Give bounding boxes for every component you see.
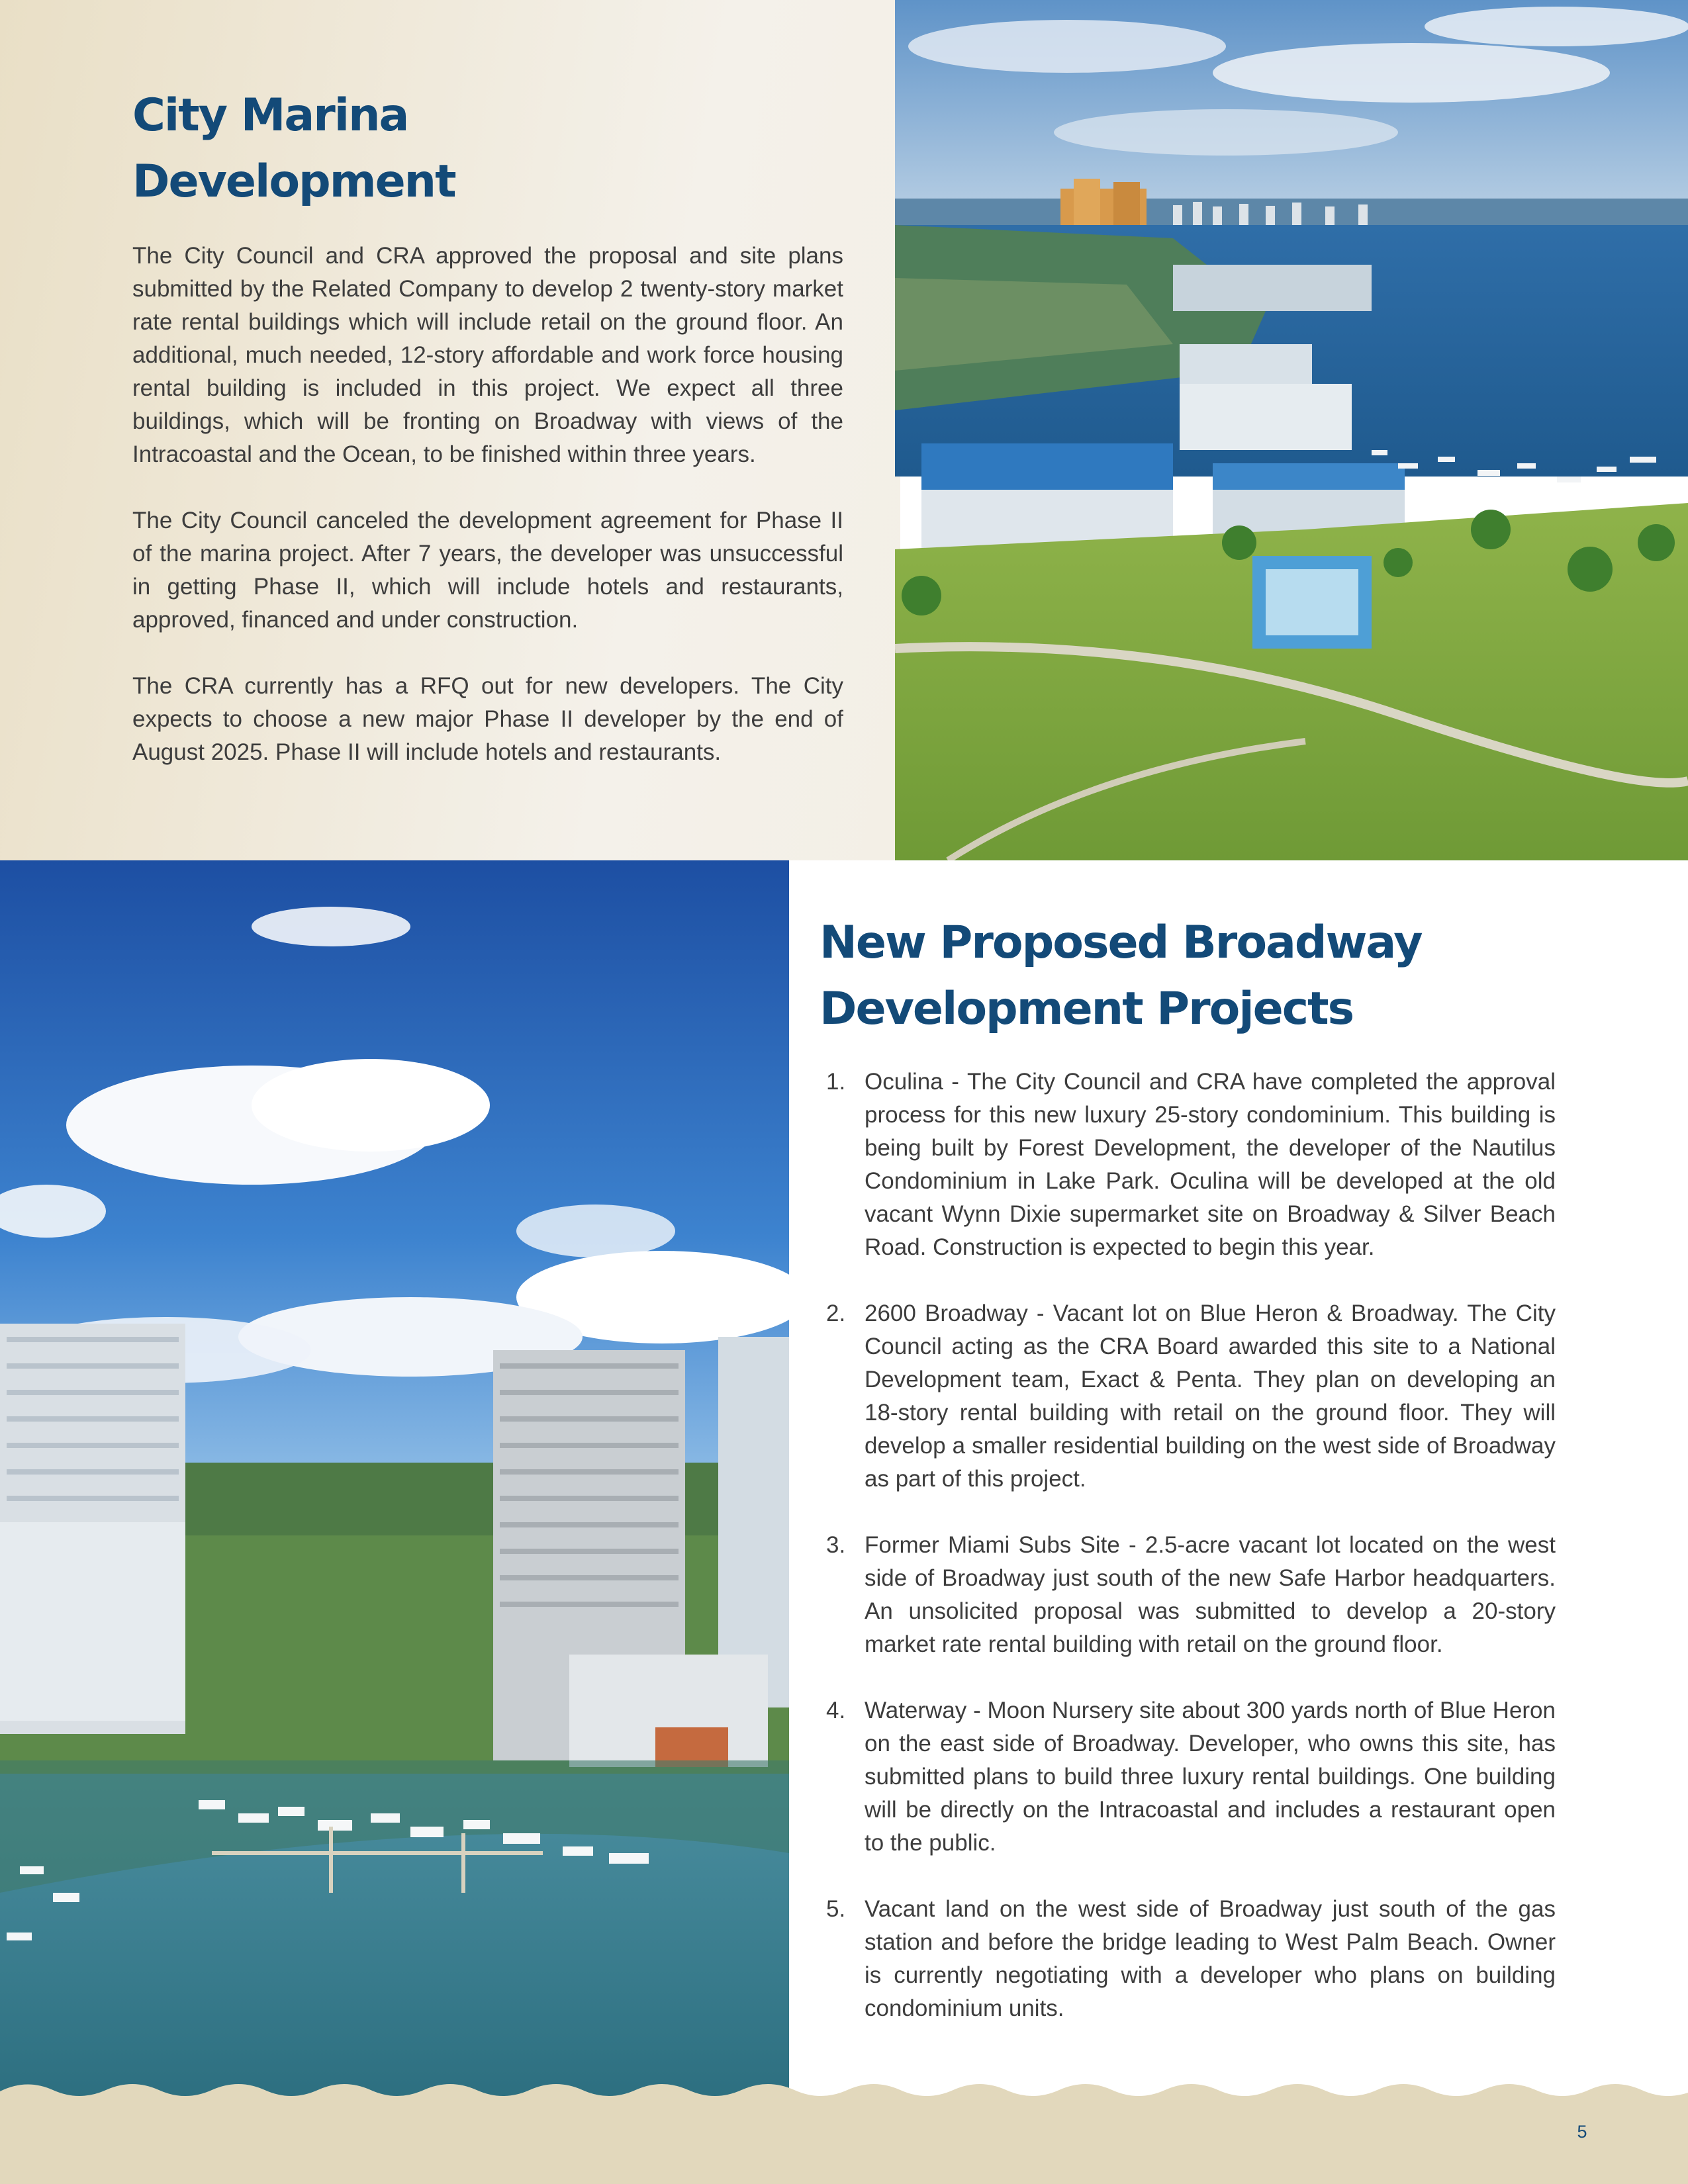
broadway-project-list bbox=[826, 1066, 1556, 2058]
broadway-heading-line1: New Proposed Broadway bbox=[820, 917, 1422, 969]
broadway-heading bbox=[820, 910, 1647, 1042]
marina-body bbox=[132, 240, 843, 802]
project-item bbox=[826, 1893, 1556, 2025]
broadway-rendering-photo bbox=[0, 860, 789, 2098]
marina-heading bbox=[132, 83, 794, 215]
marina-aerial-photo bbox=[895, 0, 1688, 860]
project-item bbox=[826, 1297, 1556, 1496]
broadway-heading-line2: Development Projects bbox=[820, 983, 1354, 1035]
project-number: 5. bbox=[826, 1896, 846, 1922]
project-description: Former Miami Subs Site - 2.5-acre vacant lot located on the west side of Broadway just south of the new Safe Harbor headquarters. An unsolicited proposal was submitted to develop a 20-story market rate rental building with retail on the ground floor. bbox=[865, 1532, 1556, 1657]
project-description: 2600 Broadway - Vacant lot on Blue Heron & Broadway. The City Council acting as the CRA Board awarded this site to a National Development team, Exact & Penta. They plan on developing an 18-story rental building with retail on the ground floor. They will develop a smaller residential building on the west side of Broadway as part of this project. bbox=[865, 1300, 1556, 1492]
project-number: 1. bbox=[826, 1069, 846, 1095]
project-number: 4. bbox=[826, 1698, 846, 1723]
project-item bbox=[826, 1529, 1556, 1661]
project-number: 2. bbox=[826, 1300, 846, 1326]
project-description: Waterway - Moon Nursery site about 300 yards north of Blue Heron on the east side of Broadway. Developer, who owns this site, has submitted plans to build three luxury rental buildings. One building will be directly on the Intracoastal and includes a restaurant open to the public. bbox=[865, 1698, 1556, 1856]
project-number: 3. bbox=[826, 1532, 846, 1558]
page-number: 5 bbox=[1577, 2122, 1587, 2142]
marina-paragraph: The CRA currently has a RFQ out for new developers. The City expects to choose a new major Phase II developer by the end of August 2025. Phase II will include hotels and restaurants. bbox=[132, 673, 843, 765]
project-description: Vacant land on the west side of Broadway just south of the gas station and before the bridge leading to West Palm Beach. Owner is currently negotiating with a developer who plans on building condominium units. bbox=[865, 1896, 1556, 2021]
footer-wave-band bbox=[0, 2078, 1688, 2184]
marina-paragraph: The City Council canceled the development agreement for Phase II of the marina project. After 7 years, the developer was unsuccessful in getting Phase II, which will include hotels and restaurants, approved, financed and under construction. bbox=[132, 508, 843, 633]
project-description: Oculina - The City Council and CRA have completed the approval process for this new luxury 25-story condominium. This building is being built by Forest Development, the developer of the Nautilus Condominium in Lake Park. Oculina will be developed at the old vacant Wynn Dixie supermarket site on Broadway & Silver Beach Road. Construction is expected to begin this year. bbox=[865, 1069, 1556, 1260]
project-item bbox=[826, 1694, 1556, 1860]
project-item bbox=[826, 1066, 1556, 1264]
marina-heading-line1: City Marina bbox=[132, 89, 408, 142]
marina-paragraph: The City Council and CRA approved the proposal and site plans submitted by the Related Company to develop 2 twenty-story market rate rental buildings which will include retail on the ground floor. An additional, much needed, 12-story affordable and work force housing rental building is included in this project. We expect all three buildings, which will be fronting on Broadway with views of the Intracoastal and the Ocean, to be finished within three years. bbox=[132, 243, 843, 467]
marina-heading-line2: Development bbox=[132, 156, 455, 208]
